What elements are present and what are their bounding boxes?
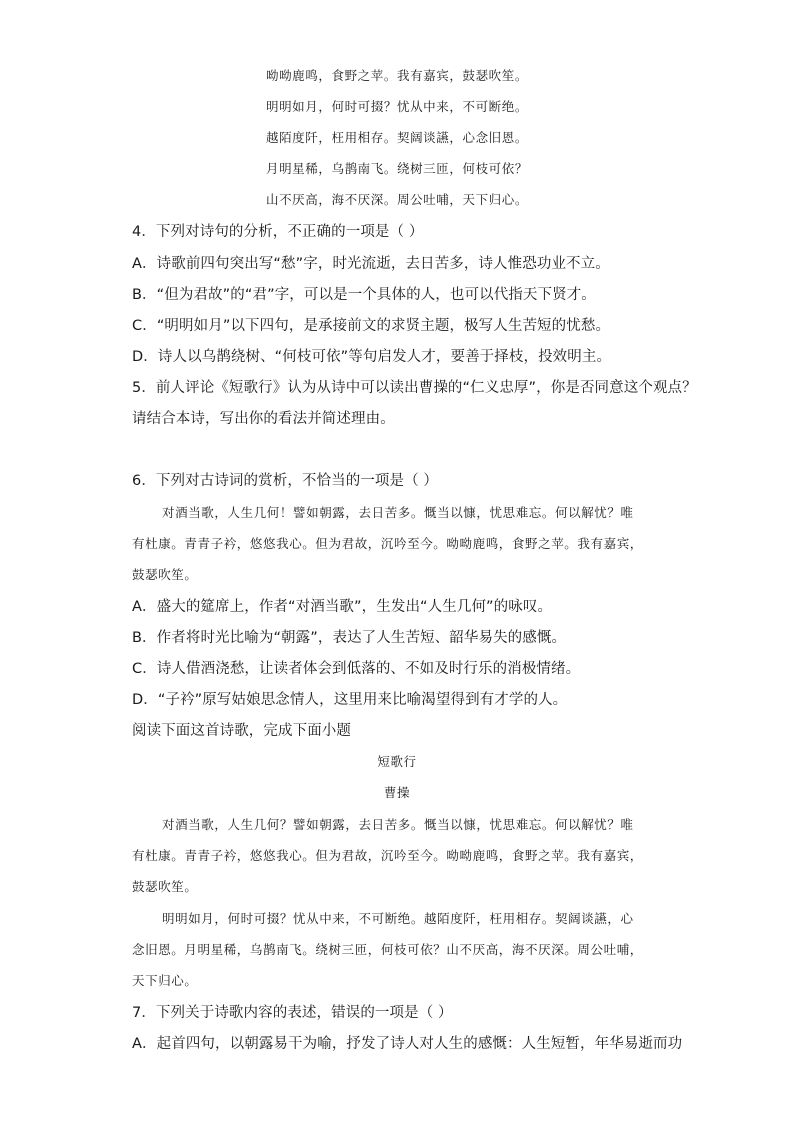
- q6-option-d: D．“子衿”原写姑娘思念情人，这里用来比喻渴望得到有才学的人。: [132, 692, 568, 708]
- poem-line-2: 有杜康。青青子衿，悠悠我心。但为君故，沉吟至今。呦呦鹿鸣，食野之苹。我有嘉宾，: [132, 848, 643, 863]
- q6-quote-line-3: 鼓瑟吹笙。: [132, 567, 198, 582]
- q4-option-a: A．诗歌前四句突出写“愁”字，时光流逝，去日苦多，诗人惟恐功业不立。: [132, 256, 610, 272]
- q4-option-d: D．诗人以乌鹊绕树、“何枝可依”等句启发人才，要善于择枝，投效明主。: [132, 349, 612, 365]
- q5-line-2: 请结合本诗，写出你的看法并简述理由。: [132, 411, 395, 427]
- poem-title: 短歌行: [377, 754, 417, 769]
- top-poem-line-1: 呦呦鹿鸣，食野之苹。我有嘉宾，鼓瑟吹笙。: [265, 68, 528, 83]
- poem-line-3: 鼓瑟吹笙。: [132, 879, 198, 894]
- poem-line-1: 对酒当歌，人生几何？譬如朝露，去日苦多。慨当以慷，忧思难忘。何以解忧？唯: [162, 817, 634, 832]
- q6-stem: 6．下列对古诗词的赏析，不恰当的一项是（ ）: [132, 473, 439, 489]
- q6-quote-line-2: 有杜康。青青子衿，悠悠我心。但为君故，沉吟至今。呦呦鹿鸣，食野之苹。我有嘉宾，: [132, 536, 643, 551]
- q7-stem: 7．下列关于诗歌内容的表述，错误的一项是（ ）: [132, 1005, 453, 1021]
- q6-option-b: B．作者将时光比喻为“朝露”，表达了人生苦短、韶华易失的感慨。: [132, 630, 567, 646]
- q6-option-a: A．盛大的筵席上，作者“对酒当歌”，生发出“人生几何”的咏叹。: [132, 599, 553, 615]
- q5-line-1: 5．前人评论《短歌行》认为从诗中可以读出曹操的“仁义忠厚”，你是否同意这个观点？: [132, 380, 697, 396]
- q4-option-c: C．“明明如月”以下四句，是承接前文的求贤主题，极写人生苦短的忧愁。: [132, 318, 611, 334]
- reading-instruction: 阅读下面这首诗歌，完成下面小题: [132, 723, 351, 739]
- top-poem-line-4: 月明星稀，乌鹊南飞。绕树三匝，何枝可依？: [265, 161, 528, 176]
- top-poem-line-2: 明明如月，何时可掇？忧从中来，不可断绝。: [265, 99, 528, 114]
- q4-option-b: B．“但为君故”的“君”字，可以是一个具体的人，也可以代指天下贤才。: [132, 287, 596, 303]
- poem-author: 曹操: [383, 785, 411, 800]
- top-poem-line-5: 山不厌高，海不厌深。周公吐哺，天下归心。: [265, 192, 528, 207]
- poem-line-5: 念旧恩。月明星稀，乌鹊南飞。绕树三匝，何枝可依？山不厌高，海不厌深。周公吐哺，: [132, 942, 643, 957]
- poem-line-4: 明明如月，何时可掇？忧从中来，不可断绝。越陌度阡，枉用相存。契阔谈讌，心: [162, 911, 634, 926]
- top-poem-line-3: 越陌度阡，枉用相存。契阔谈讌，心念旧恩。: [265, 130, 528, 145]
- poem-line-6: 天下归心。: [132, 973, 198, 988]
- q6-quote-line-1: 对酒当歌，人生几何！譬如朝露，去日苦多。慨当以慷，忧思难忘。何以解忧？唯: [162, 505, 634, 520]
- q6-option-c: C．诗人借酒浇愁，让读者体会到低落的、不如及时行乐的消极情绪。: [132, 661, 581, 677]
- q4-stem: 4．下列对诗句的分析，不正确的一项是（ ）: [132, 224, 424, 240]
- q7-option-a: A．起首四句，以朝露易干为喻，抒发了诗人对人生的感慨：人生短暂，年华易逝而功: [132, 1036, 683, 1052]
